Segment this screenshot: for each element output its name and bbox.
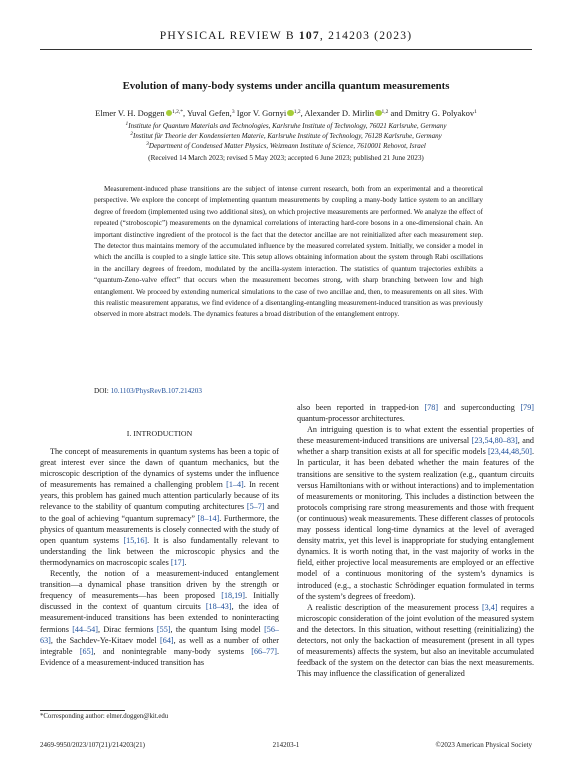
body-text: requires a microscopic consideration of the joint evolution of the measured system and the detectors. In this situation, without resetting (reinitializing) the detectors, not only the backaction of measurement (present in all types of measurements) affects the system, but also an inevitable accumulated feedback of the system on the detector can bias the next measurements. This may influence the classification of generalized (297, 602, 534, 679)
abstract: Measurement-induced phase transitions are the subject of intense current research, both from an experimental and a theoretical perspective. We explore the concept of implementing quantum measurements by coupling a many-body lattice system to an ancillary degree of freedom (implemented using two additional sites), on which projective measurements are performed. We analyze the effect of repeated (“stroboscopic”) measurements on the dynamical correlations of interacting hard-core bosons in a one-dimensional chain. An important distinctive ingredient of the protocol is the fact that the detector ancillae are not reinitialized after each measurement step. The detector thus maintains memory of the accumulated influence by the measured correlated system. Initially, we consider a model in which the ancilla is coupled to a single lattice site. This setup allows obtaining information about the system through Rabi oscillations in the ancillary degrees of freedom, modulated by the ancilla-system interaction. The statistics of quantum trajectories exhibits a “quantum-Zeno-valve effect” that occurs when the measurement becomes strong, with sharp branching between low and high entanglement. We proceed by extending numerical simulations to the case of two ancillae and, then, to measurements on all sites. With this realistic measurement apparatus, we find evidence of a disentangling-entangling measurement-induced transition as was previously observed in more abstract models. The dynamics features a broad distribution of the entanglement entropy. (94, 185, 483, 319)
body-text: . (184, 557, 187, 567)
body-text: , the quantum Ising model (170, 624, 265, 634)
citation-link[interactable]: [66–77] (251, 646, 277, 656)
body-text: . Initially discussed in the context of quantum circuits (40, 591, 279, 612)
journal-header (0, 29, 572, 42)
citation-link[interactable]: [78] (424, 403, 439, 412)
body-text: , and whether a sharp transition exists at all for specific models (297, 436, 534, 457)
citation-link[interactable]: [56–63] (40, 624, 279, 645)
corresponding-author-footnote: *Corresponding author: elmer.doggen@kit.edu (40, 713, 169, 720)
footer-issn: 2469-9950/2023/107(21)/214203(21) (40, 741, 145, 749)
citation-link[interactable]: [44–54] (72, 624, 98, 634)
author: Elmer V. H. Doggen $^{1,2,*}$, (95, 108, 186, 118)
paragraph (297, 424, 534, 602)
footnote-rule (40, 710, 125, 711)
author-list (30, 108, 542, 118)
journal-volume: 107 (298, 29, 320, 42)
paragraph (297, 602, 534, 680)
author (187, 108, 235, 118)
author-affiliation-mark: 1,2 (381, 109, 389, 115)
citation-link[interactable]: [18–43] (205, 602, 232, 612)
author-affiliation-mark: 1,2 (293, 109, 301, 115)
body-text: Recently, the notion of a measurement-induced entanglement transition—a dynamical phase transition driven by the strength or frequency of measurements—has been proposed (40, 569, 279, 601)
author-affiliation-mark: 1 (474, 109, 477, 115)
publication-history: (Received 14 March 2023; revised 5 May 2023; accepted 6 June 2023; published 21 June 2023) (148, 154, 424, 162)
copyright: ©2023 American Physical Society (435, 741, 532, 749)
affiliation-1: $^1$Institute for Quantum Materials and Technologies, Karlsruhe Institute of Technology, 76021 Karlsruhe, Germany (125, 121, 447, 130)
citation-link[interactable]: [23,44,48,50] (487, 447, 532, 457)
citation-link[interactable]: [5–7] (246, 502, 265, 512)
paragraph (40, 446, 279, 568)
author-name: Igor V. Gornyi (236, 108, 287, 118)
body-text: , the Sachdev-Ye-Kitaev model (50, 635, 161, 645)
author (304, 108, 388, 118)
author-affiliation-mark: 1,2,* (172, 109, 184, 115)
section-heading: I. INTRODUCTION (126, 429, 193, 438)
body-text: . It is also fundamentally relevant to understanding the link between the microscopic physics and the thermodynamics on macroscopic scales (40, 535, 279, 567)
author-name: Elmer V. H. Doggen (95, 108, 165, 118)
body-text: and to the goal of achieving “quantum supremacy” (40, 502, 279, 523)
paragraph (297, 402, 534, 424)
right-column (297, 402, 534, 679)
author-name: Yuval Gefen, (186, 108, 232, 118)
citation-link[interactable]: [15,16] (123, 535, 148, 545)
citation-link[interactable]: [1–4] (226, 480, 244, 490)
body-text: also been reported in trapped-ion (297, 403, 425, 412)
body-text: . In recent years, this problem has gained much attention particularly because of its relevance to the stability of quantum computing architectures (40, 480, 279, 512)
header-rule (40, 49, 532, 50)
author: Igor V. Gornyi $^{1,2}$, (236, 108, 303, 118)
article-info: , 214203 (2023) (319, 29, 413, 42)
author-affiliation-mark: 3 (231, 109, 235, 115)
citation-link[interactable]: [64] (160, 635, 174, 645)
body-text: , and nonintegrable many-body systems (93, 646, 252, 656)
paragraph (40, 568, 279, 668)
paper-title: Evolution of many-body systems under ancilla quantum measurements (122, 80, 450, 92)
citation-link[interactable]: [65] (79, 646, 94, 656)
citation-link[interactable]: [18,19] (221, 591, 245, 601)
citation-link[interactable]: [55] (156, 624, 171, 634)
left-column (40, 446, 279, 668)
body-text: The concept of measurements in quantum systems has been a topic of great interest ever since the dawn of quantum mechanics, but the microscopic description of the dynamics of systems under the influence of measurements has remained a challenging problem (40, 447, 279, 490)
citation-link[interactable]: [79] (520, 403, 535, 412)
body-text: A realistic description of the measurement process (307, 602, 482, 612)
citation-link[interactable]: [8–14] (197, 513, 220, 523)
body-text: An intriguing question is to what extent the essential properties of these measurement-induced transitions are universal (297, 425, 534, 446)
page-number: 214203-1 (272, 741, 300, 749)
author-name: Alexander D. Mirlin (304, 108, 374, 118)
body-text: , the idea of measurement-induced transitions has been extended to noninteracting fermions (40, 602, 279, 634)
body-text: , as well as a number of other integrable (40, 635, 279, 656)
citation-link[interactable]: [17] (170, 557, 185, 567)
body-text: and superconducting (438, 403, 521, 412)
doi-line (94, 387, 202, 395)
body-text: . In particular, it has been debated whether the main features of the transitions are sensitive to the system realization (e.g., quantum circuits versus Hamiltonians with or without interactions) and to implementation of measurements or monitoring. This includes a distinction between the protocols comprising rare strong measurements and those with frequent (or continuous) weak measurements. These different classes of protocols may possess identical long-time dynamics at the level of averaged density matrix, yet this level is inappropriate for studying entanglement dynamics. It is worth noting that, in the vast majority of works in the field, either projective local measurements are employed or an effective model of a continuous monitoring of the system’s dynamics is introduced (e.g., a stochastic Schrödinger equation formulated in terms of the system’s degrees of freedom). (297, 447, 534, 601)
body-text: . Evidence of a measurement-induced transition has (40, 646, 279, 667)
body-text: , Dirac fermions (97, 624, 157, 634)
affiliation-2: $^2$Institut für Theorie der Kondensierten Materie, Karlsruhe Institute of Technology, 76128 Karlsruhe, Germany (130, 131, 442, 140)
citation-link[interactable]: [23,54,80–83] (471, 436, 518, 446)
doi-link[interactable]: 10.1103/PhysRevB.107.214203 (110, 387, 202, 395)
author-name: and Dmitry G. Polyakov (390, 108, 475, 118)
body-text: . Furthermore, the physics of quantum measurements is closely connected with the study of open quantum systems (40, 513, 279, 545)
journal-name: PHYSICAL REVIEW B (159, 29, 295, 42)
body-text: quantum-processor architectures. (297, 414, 405, 424)
affiliation-3: $^3$Department of Condensed Matter Physics, Weizmann Institute of Science, 7610001 Rehovot, Israel (146, 141, 426, 150)
author (391, 108, 477, 118)
citation-link[interactable]: [3,4] (481, 602, 498, 612)
doi-label: DOI: (94, 387, 111, 395)
